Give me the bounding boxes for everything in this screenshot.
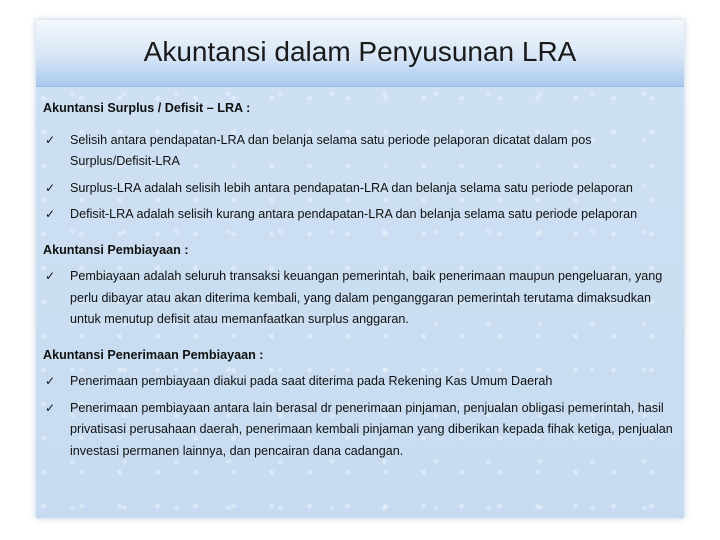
title-bar (36, 20, 684, 87)
list-item (43, 178, 675, 200)
list-item (43, 130, 675, 173)
checkmark-icon: ✓ (44, 400, 56, 415)
slide-content (43, 98, 675, 462)
list-item (43, 266, 675, 331)
list-item-text: Pembiayaan adalah seluruh transaksi keuangan pemerintah, baik penerimaan maupun pengeluaran, yang perlu dibayar atau akan diterima kembali, yang dalam penganggaran pemerintah terutama dimaksudkan untuk menutup defisit atau memanfaatkan surplus anggaran. (70, 269, 663, 326)
list-item-text: Penerimaan pembiayaan diakui pada saat diterima pada Rekening Kas Umum Daerah (70, 374, 553, 388)
section-heading-surplus-defisit: Akuntansi Surplus / Defisit – LRA : (43, 101, 251, 115)
list-item (43, 398, 675, 463)
section-heading-pembiayaan: Akuntansi Pembiayaan : (43, 242, 189, 257)
checkmark-icon: ✓ (44, 207, 56, 221)
checkmark-icon: ✓ (44, 269, 56, 283)
list-item-text: Surplus-LRA adalah selisih lebih antara pendapatan-LRA dan belanja selama satu periode pelaporan (70, 180, 633, 195)
section-heading-penerimaan-pembiayaan: Akuntansi Penerimaan Pembiayaan : (43, 347, 264, 362)
list-item-text: Defisit-LRA adalah selisih kurang antara pendapatan-LRA dan belanja selama satu periode pelaporan (70, 207, 638, 221)
checkmark-icon: ✓ (44, 180, 56, 195)
list-item (43, 371, 675, 393)
list-item-text: Penerimaan pembiayaan antara lain berasal dr penerimaan pinjaman, penjualan obligasi pemerintah, hasil privatisasi perusahaan daerah, penerimaan kembali pinjaman yang diberikan kepada fihak ketiga, penjualan investasi permanen lainnya, dan pencairan dana cadangan. (70, 400, 673, 458)
checkmark-icon: ✓ (44, 374, 56, 388)
list-item (43, 204, 675, 226)
list-item-text: Selisih antara pendapatan-LRA dan belanja selama satu periode pelaporan dicatat dalam pos Surplus/Defisit-LRA (70, 132, 592, 168)
slide (36, 20, 684, 518)
slide-title: Akuntansi dalam Penyusunan LRA (143, 36, 577, 67)
checkmark-icon: ✓ (44, 132, 56, 147)
